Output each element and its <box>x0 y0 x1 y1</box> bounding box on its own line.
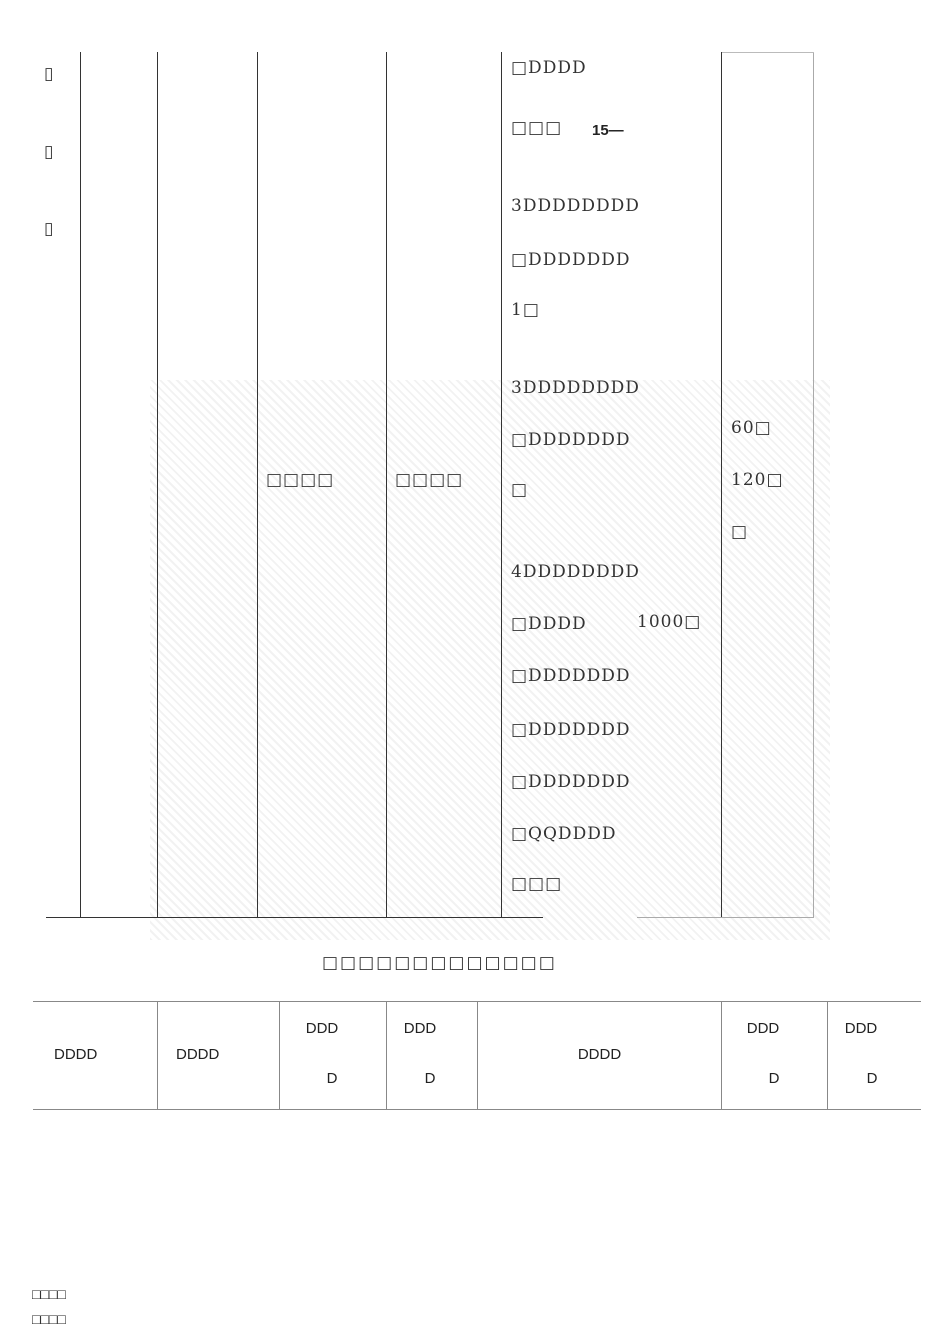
cell-col6-line: □DDDDDDD <box>511 666 631 686</box>
cell-col6-line: 3DDDDDDDD <box>511 196 640 216</box>
cell-col6-line: □DDDD <box>511 58 587 78</box>
upper-table-rule <box>257 52 258 918</box>
lower-table-header: DDDD <box>577 1046 622 1063</box>
lower-table-header: DDDD <box>54 1046 98 1063</box>
cell-col6-inline-value: 15— <box>592 122 624 139</box>
cell-col5: □□□□ <box>395 470 464 490</box>
watermark <box>150 380 830 940</box>
row-mark: ▯ <box>44 142 55 162</box>
lower-table-rule <box>157 1001 158 1110</box>
upper-table-rule <box>386 52 387 918</box>
lower-table-header: DDD <box>305 1020 339 1037</box>
lower-table-rule <box>386 1001 387 1110</box>
cell-col6-line: □□□ <box>511 874 563 894</box>
footer-line: □□□□ <box>32 1311 66 1327</box>
section-title: □□□□□□□□□□□□□ <box>322 953 557 973</box>
row-mark: ▯ <box>44 64 55 84</box>
lower-table-rule <box>279 1001 280 1110</box>
lower-table-header: DDD <box>844 1020 878 1037</box>
cell-col6-line: □QQDDDD <box>511 824 617 844</box>
cell-col7-value: 1000□ <box>637 612 702 632</box>
lower-table-rule <box>827 1001 828 1110</box>
upper-table-rule <box>80 52 81 918</box>
cell-col6-line: □DDDD <box>511 614 587 634</box>
lower-table-header: DDDD <box>176 1046 220 1063</box>
cell-col6-line: □□□ <box>511 118 563 138</box>
cell-col6-line: □DDDDDDD <box>511 720 631 740</box>
cell-col8-line: 60□ <box>731 418 772 438</box>
cell-col6-line: □DDDDDDD <box>511 430 631 450</box>
cell-col8-line: □ <box>731 522 749 542</box>
lower-table-header: DDD <box>746 1020 780 1037</box>
lower-table-header: D <box>866 1070 878 1087</box>
upper-table-bottom-rule <box>637 917 814 918</box>
cell-col4: □□□□ <box>266 470 335 490</box>
upper-table-rule <box>813 52 814 918</box>
lower-table-header: DDD <box>403 1020 437 1037</box>
cell-col6-line: 3DDDDDDDD <box>511 378 640 398</box>
lower-table-rule <box>721 1001 722 1110</box>
upper-table-rule <box>501 52 502 918</box>
lower-table-header: D <box>326 1070 338 1087</box>
cell-col6-line: 1□ <box>511 300 540 320</box>
footer-line: □□□□ <box>32 1286 66 1302</box>
cell-col6-line: □ <box>511 480 529 500</box>
lower-table-header: D <box>424 1070 436 1087</box>
upper-table-rule <box>157 52 158 918</box>
cell-col6-line: □DDDDDDD <box>511 250 631 270</box>
upper-table-rule <box>722 52 814 53</box>
cell-col6-line: □DDDDDDD <box>511 772 631 792</box>
row-mark: ▯ <box>44 219 55 239</box>
cell-col6-line: 4DDDDDDDD <box>511 562 640 582</box>
lower-table-header: D <box>768 1070 780 1087</box>
cell-col8-line: 120□ <box>731 470 784 490</box>
upper-table-rule <box>721 52 722 918</box>
upper-table-bottom-rule <box>46 917 543 918</box>
